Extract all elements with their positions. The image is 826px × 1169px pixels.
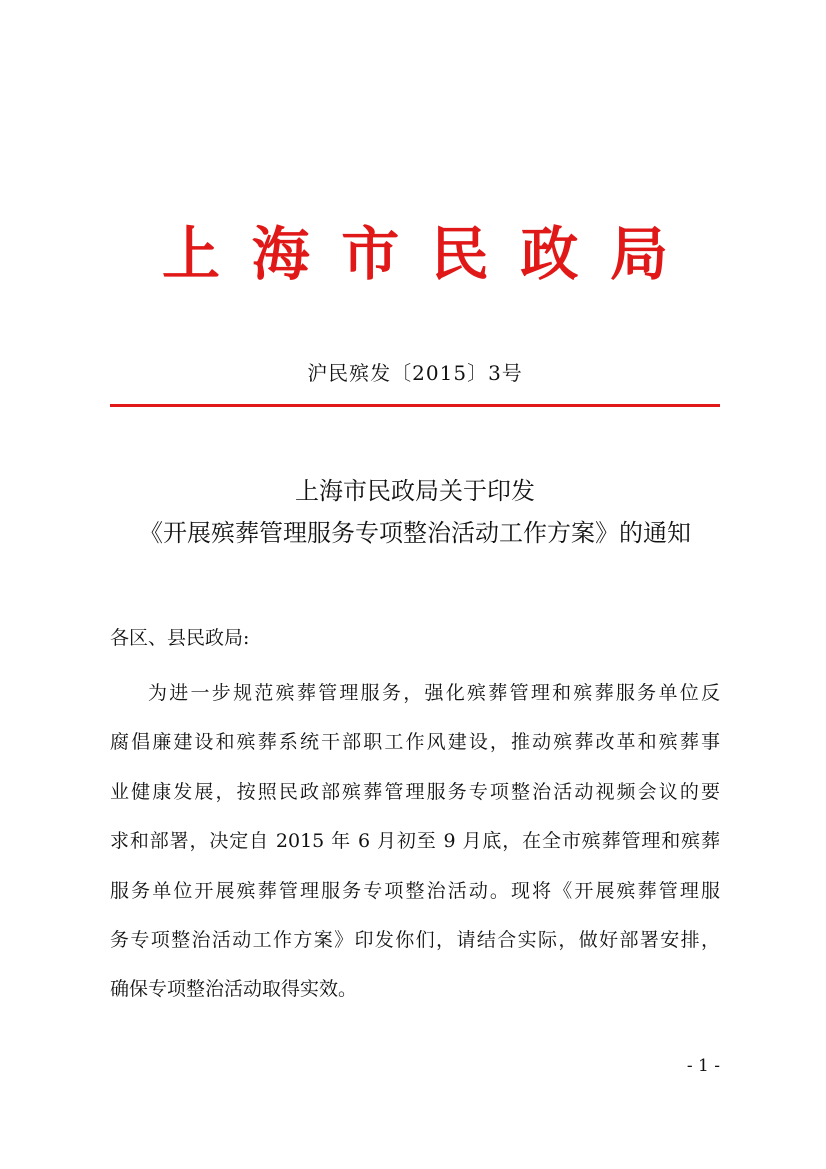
issuer-char: 市 (341, 220, 400, 288)
issuer-char: 政 (520, 220, 579, 288)
body-line: 为进一步规范殡葬管理服务，强化殡葬管理和殡葬服务单位反 (148, 682, 720, 704)
issuer-char: 海 (251, 220, 310, 288)
body-line: 业健康发展，按照民政部殡葬管理服务专项整治活动视频会议的要 (110, 780, 720, 803)
body-line: 求和部署，决定自 2015 年 6 月初至 9 月底，在全市殡葬管理和殡葬 (110, 830, 720, 853)
document-title (90, 470, 740, 554)
body-line: 务专项整治活动工作方案》印发你们，请结合实际，做好部署安排， (110, 928, 720, 951)
body-line: 确保专项整治活动取得实效。 (110, 978, 358, 1001)
body-line: 服务单位开展殡葬管理服务专项整治活动。现将《开展殡葬管理服 (110, 879, 720, 902)
salutation: 各区、县民政局: (110, 627, 250, 649)
issuer-char: 民 (430, 220, 489, 288)
body-paragraph (110, 673, 720, 1019)
document-number: 沪民殡发〔2015〕3号 (307, 361, 523, 385)
page-number: - 1 - (686, 1056, 720, 1076)
issuer-char: 上 (162, 220, 221, 288)
body-line: 腐倡廉建设和殡葬系统干部职工作风建设，推动殡葬改革和殡葬事 (110, 731, 720, 754)
issuer-char: 局 (609, 220, 668, 288)
title-line-2: 《开展殡葬管理服务专项整治活动工作方案》的通知 (139, 519, 691, 547)
issuer-name (110, 214, 720, 294)
red-separator-line (110, 404, 720, 407)
title-line-1: 上海市民政局关于印发 (295, 477, 535, 505)
